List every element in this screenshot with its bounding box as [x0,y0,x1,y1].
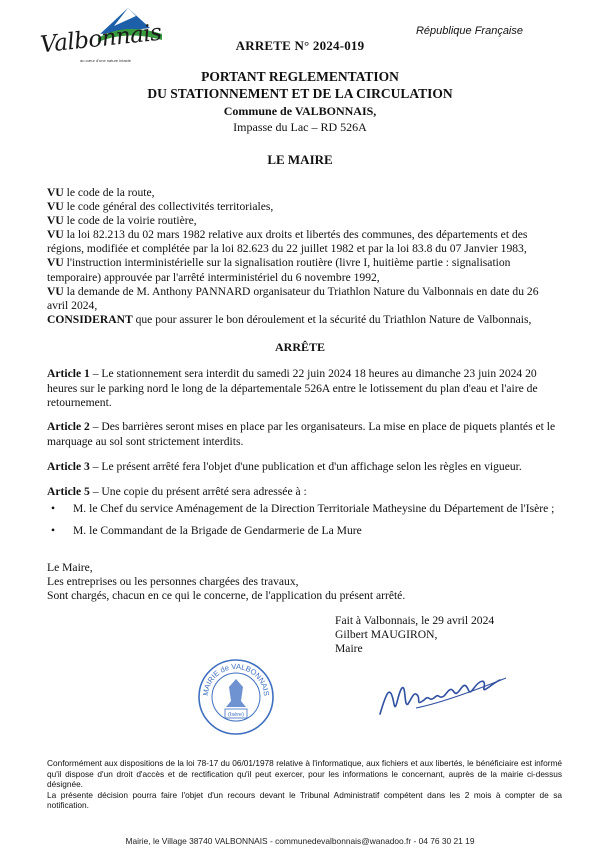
visa-item: VU le code de la route, [47,186,155,199]
signature-block [335,614,494,657]
article-3: Article 3 – Le présent arrêté fera l'objet d'une publication et d'un affichage selon les règles en vigueur. [47,460,522,473]
recours-notice: La présente décision pourra faire l'objet d'un recours devant le Tribunal Administratif compétent dans les 2 mois à compter de sa notification. [47,789,562,811]
visa-item: VU la loi 82.213 du 02 mars 1982 relative aux droits et libertés des communes, des départements et des régions, modifiée et complétée par la loi 82.623 du 22 juillet 1982 et par la loi 83.8 du 07 Janvier 1983, [47,228,528,256]
closing-line: Sont chargés, chacun en ce qui le concerne, de l'application du présent arrêté. [47,589,406,603]
visa-item: VU le code de la voirie routière, [47,214,197,228]
legal-notice [47,758,562,811]
location-line: Impasse du Lac – RD 526A [233,120,367,134]
visa-item: VU l'instruction interministérielle sur la signalisation routière (livre I, huitième partie : signalisation temporaire) approuvée par l'arrêté interministériel du 6 novembre 1992, [47,256,511,284]
commune-line: Commune de VALBONNAIS, [223,104,377,118]
republique-francaise: République Française [415,25,523,37]
mairie-stamp-icon [196,657,276,737]
bullet-icon: • [51,523,56,537]
considerant-item: CONSIDERANT que pour assurer le bon déroulement et la sécurité du Triathlon Nature de Valbonnais, [47,312,532,326]
fait-a: Fait à Valbonnais, le 29 avril 2024 [335,614,495,627]
closing-line: Le Maire, [47,561,93,574]
arrete-heading: ARRÊTE [274,340,325,354]
mairie-contact: Mairie, le Village 38740 VALBONNAIS - communedevalbonnais@wanadoo.fr - 04 76 30 21 19 [125,836,475,846]
visa-item: VU la demande de M. Anthony PANNARD organisateur du Triathlon Nature du Valbonnais en date du 26 avril 2024, [47,284,539,312]
logo-tagline: au cœur d'une nature intacte [80,58,132,63]
logo-text: Valbonnais [38,19,163,59]
handwritten-signature [376,664,516,724]
article-2: Article 2 – Des barrières seront mises en place par les organisateurs. La mise en place de piquets plantés et le marquage au sol sont strictement interdits. [47,420,556,448]
le-maire-heading: LE MAIRE [267,152,333,167]
svg-text:(Isère): (Isère) [228,712,244,718]
closing-block [47,561,562,604]
cnil-notice: Conformément aux dispositions de la loi 78-17 du 06/01/1978 relative à l'informatique, aux fichiers et aux libertés, le bénéficiaire est informé qu'il dispose d'un droit d'accès et de rectification qu'il peut exercer, pour les informations le concernant, auprès de la mairie ci-dessus désignée. [47,758,562,790]
signatory-role: Maire [335,642,363,656]
recipients-list [47,502,562,545]
visa-item: VU le code général des collectivités territoriales, [47,200,274,214]
bullet-icon: • [51,502,56,515]
visas-block [47,186,562,327]
title-line-2: DU STATIONNEMENT ET DE LA CIRCULATION [147,86,453,101]
article-5: Article 5 – Une copie du présent arrêté sera adressée à : [47,485,307,498]
arrete-number: ARRETE N° 2024-019 [235,38,365,53]
title-line-1: PORTANT REGLEMENTATION [201,69,399,84]
svg-text:MAIRIE de VALBONNAIS: MAIRIE de VALBONNAIS [200,661,272,697]
signatory-name: Gilbert MAUGIRON, [335,628,438,642]
closing-line: Les entreprises ou les personnes chargées des travaux, [47,575,299,589]
article-1: Article 1 – Le stationnement sera interdit du samedi 22 juin 2024 18 heures au dimanche 23 juin 2024 20 heures sur le parking nord le long de la départementale 526A entre le lotissement du plan d'eau et l'aire de retournement. [47,367,538,410]
list-item: • M. le Commandant de la Brigade de Gendarmerie de La Mure [51,523,362,537]
list-item: • M. le Chef du service Aménagement de la Direction Territoriale Matheysine du Département de l'Isère ; [51,502,555,515]
